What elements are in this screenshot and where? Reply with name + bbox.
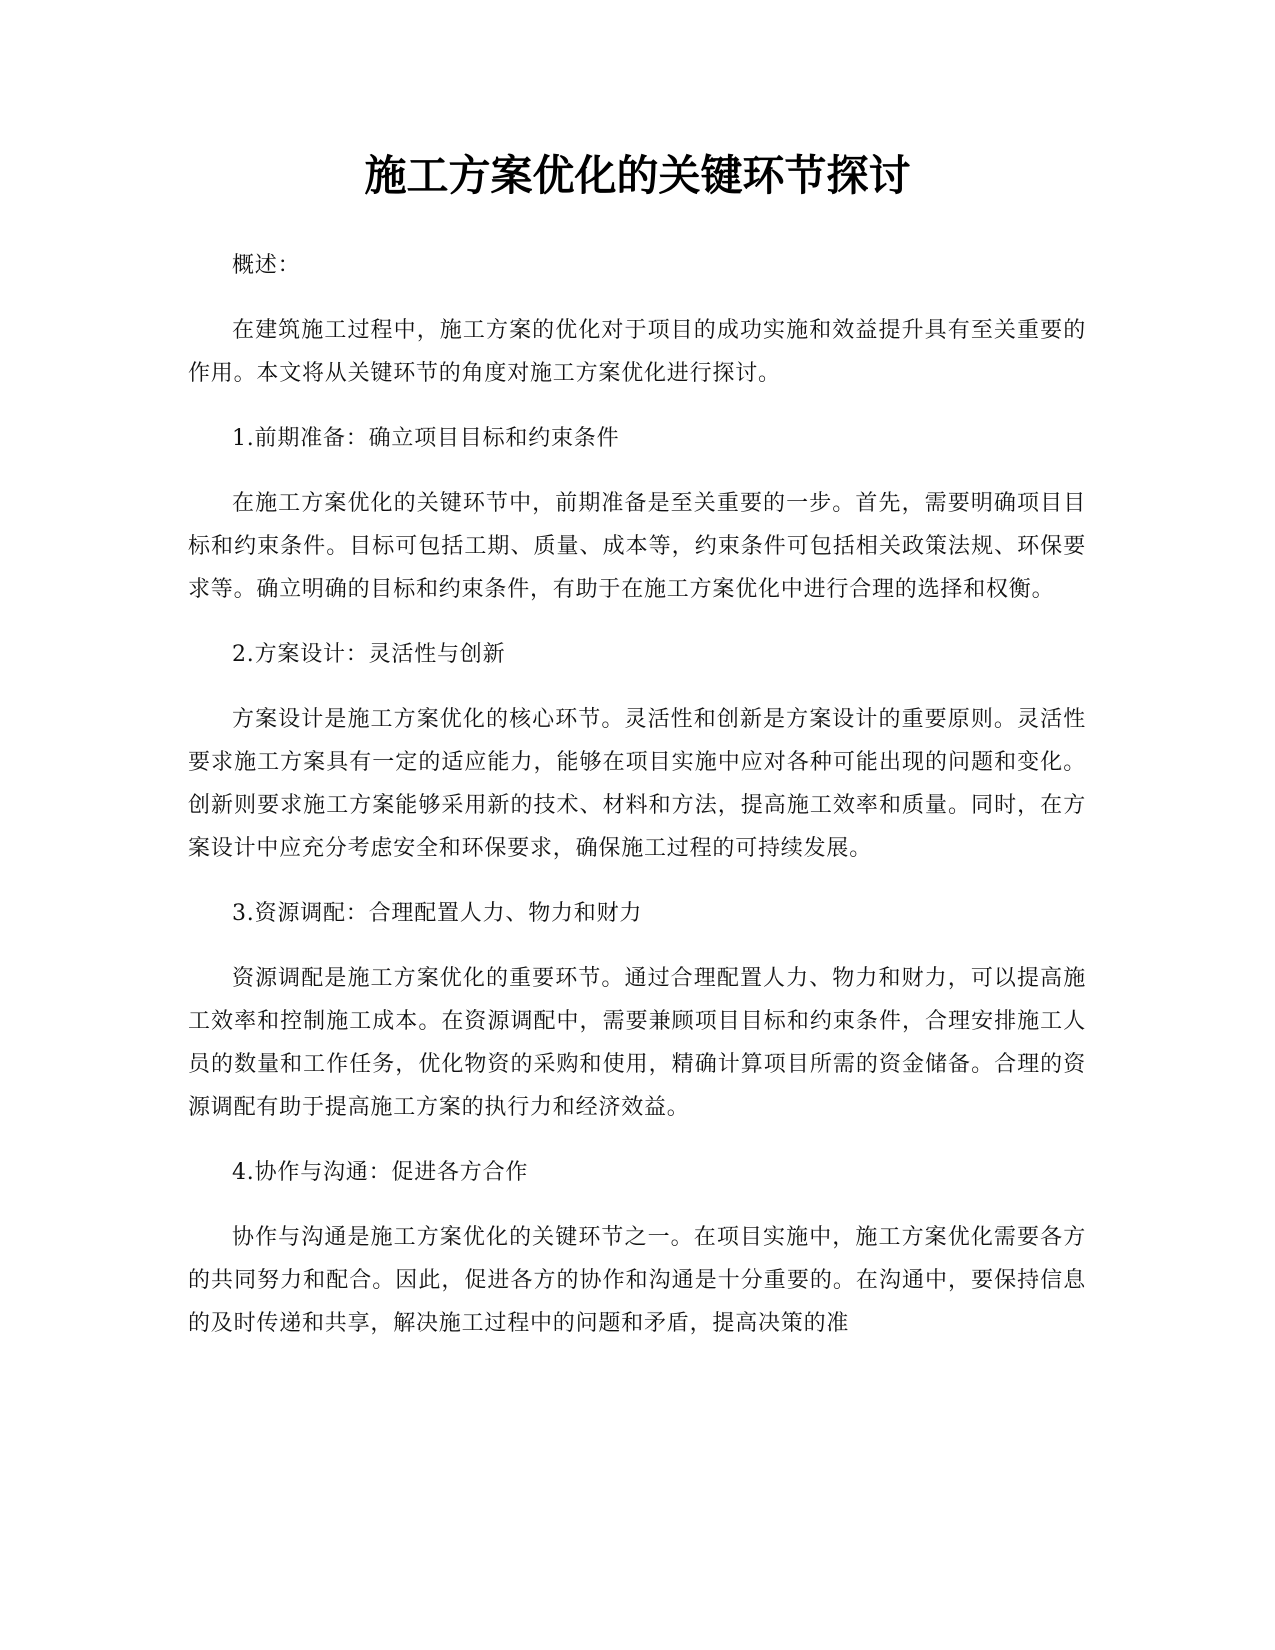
overview-label: 概述： [232, 253, 301, 278]
section-paragraph-4: 协作与沟通是施工方案优化的关键环节之一。在项目实施中，施工方案优化需要各方的共同努力和配合。因此，促进各方的协作和沟通是十分重要的。在沟通中，要保持信息的及时传递和共享，解决施工过程中的问题和矛盾，提高决策的准 [188, 1225, 1086, 1336]
document-body [188, 244, 1086, 1367]
document-title: 施工方案优化的关键环节探讨 [364, 151, 911, 200]
section-paragraph-2: 方案设计是施工方案优化的核心环节。灵活性和创新是方案设计的重要原则。灵活性要求施工方案具有一定的适应能力，能够在项目实施中应对各种可能出现的问题和变化。创新则要求施工方案能够采用新的技术、材料和方法，提高施工效率和质量。同时，在方案设计中应充分考虑安全和环保要求，确保施工过程的可持续发展。 [188, 707, 1086, 861]
section-heading-1: 1.前期准备：确立项目目标和约束条件 [232, 426, 620, 451]
section-paragraph-3: 资源调配是施工方案优化的重要环节。通过合理配置人力、物力和财力，可以提高施工效率和控制施工成本。在资源调配中，需要兼顾项目目标和约束条件，合理安排施工人员的数量和工作任务，优化物资的采购和使用，精确计算项目所需的资金储备。合理的资源调配有助于提高施工方案的执行力和经济效益。 [188, 966, 1086, 1120]
section-heading-2: 2.方案设计：灵活性与创新 [232, 642, 506, 667]
section-heading-3: 3.资源调配：合理配置人力、物力和财力 [232, 901, 643, 926]
section-heading-4: 4.协作与沟通：促进各方合作 [232, 1160, 529, 1185]
intro-paragraph: 在建筑施工过程中，施工方案的优化对于项目的成功实施和效益提升具有至关重要的作用。本文将从关键环节的角度对施工方案优化进行探讨。 [188, 318, 1086, 386]
section-paragraph-1: 在施工方案优化的关键环节中，前期准备是至关重要的一步。首先，需要明确项目目标和约束条件。目标可包括工期、质量、成本等，约束条件可包括相关政策法规、环保要求等。确立明确的目标和约束条件，有助于在施工方案优化中进行合理的选择和权衡。 [188, 491, 1086, 602]
